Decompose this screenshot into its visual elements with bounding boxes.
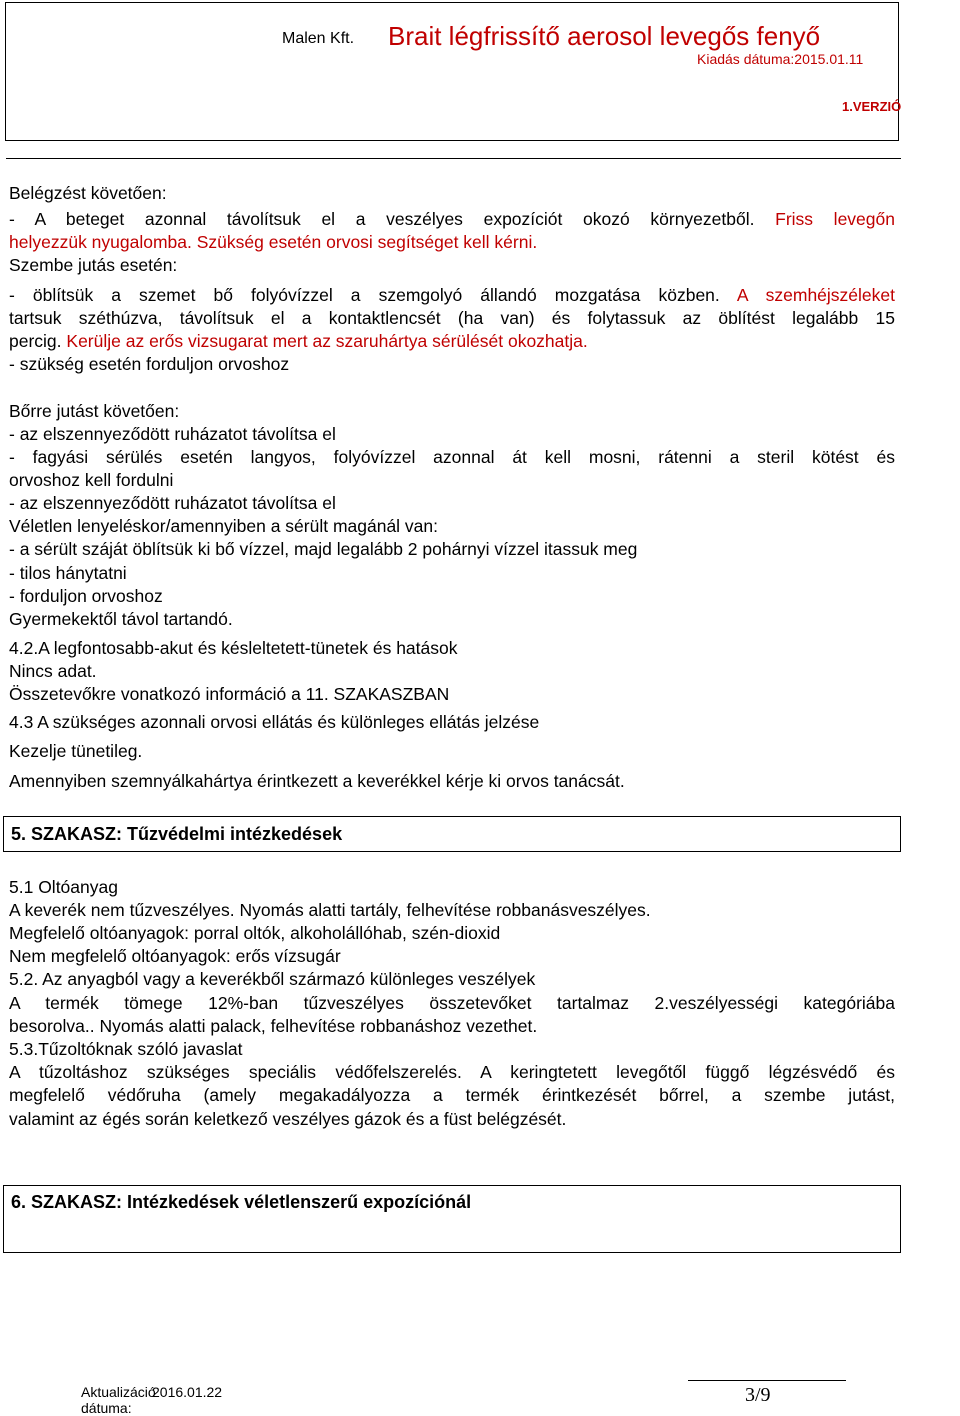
company-name: Malen Kft. xyxy=(282,30,355,47)
text-line: valamint az égés során keletkező veszélyes gázok és a füst belégzését. xyxy=(9,1109,567,1129)
text-line: Megfelelő oltóanyagok: porral oltók, alkoholállóhab, szén-dioxid xyxy=(9,923,501,943)
text-line: Összetevőkre vonatkozó információ a 11. SZAKASZBAN xyxy=(9,684,450,704)
text-line: 4.2.A legfontosabb-akut és késleltetett-tünetek és hatások xyxy=(9,638,458,658)
text-line: - tilos hánytatni xyxy=(9,563,127,583)
text-line: - fagyási sérülés esetén langyos, folyóvízzel azonnal át kell mosni, rátenni a steril kötést és xyxy=(9,447,895,467)
text-line: megfelelő védőruha (amely megakadályozza a termék érintkezését bőrrel, a szembe jutást, xyxy=(9,1085,895,1105)
text-line: 5.3.Tűzoltóknak szóló javaslat xyxy=(9,1039,243,1059)
text-line: - forduljon orvoshoz xyxy=(9,586,163,606)
text-line: Kezelje tünetileg. xyxy=(9,741,143,761)
section5-header xyxy=(3,816,901,852)
text-line: A keverék nem tűzveszélyes. Nyomás alatti tartály, felhevítése robbanásveszélyes. xyxy=(9,900,651,920)
highlighted-text: Friss levegőn xyxy=(775,209,895,229)
text-line: Bőrre jutást követően: xyxy=(9,401,180,421)
text-line: Gyermekektől távol tartandó. xyxy=(9,609,233,629)
text-line: 5.2. Az anyagból vagy a keverékből származó különleges veszélyek xyxy=(9,969,536,989)
footer-update-label-2: dátuma: xyxy=(81,1400,132,1416)
text-line: Belégzést követően: xyxy=(9,183,167,203)
issue-date: Kiadás dátuma:2015.01.11 xyxy=(697,51,864,67)
text-line: orvoshoz kell fordulni xyxy=(9,470,174,490)
text-line: percig. Kerülje az erős vizsugarat mert az szaruhártya sérülését okozhatja. xyxy=(9,331,588,351)
highlighted-text: Kerülje az erős vizsugarat mert az szaruhártya sérülését okozhatja. xyxy=(66,331,588,351)
text-line: helyezzük nyugalomba. Szükség esetén orvosi segítséget kell kérni. xyxy=(9,232,538,252)
version-label: 1.VERZIÓ xyxy=(842,99,902,114)
text-line: Nem megfelelő oltóanyagok: erős vízsugár xyxy=(9,946,341,966)
text-line: 4.3 A szükséges azonnali orvosi ellátás és különleges ellátás jelzése xyxy=(9,712,540,732)
text-line: - szükség esetén forduljon orvoshoz xyxy=(9,354,290,374)
document-title: Brait légfrissítő aerosol levegős fenyő xyxy=(388,21,821,51)
text-line: - az elszennyeződött ruházatot távolítsa el xyxy=(9,424,336,444)
page-number: 3/9 xyxy=(745,1384,771,1406)
text-line: - az elszennyeződött ruházatot távolítsa el xyxy=(9,493,336,513)
text-line: Szembe jutás esetén: xyxy=(9,255,178,275)
header-box xyxy=(5,2,902,141)
text-line: 5.1 Oltóanyag xyxy=(9,877,118,897)
text-line: A tűzoltáshoz szükséges speciális védőfelszerelés. A keringtetett levegőtől függő légzésvédő és xyxy=(9,1062,895,1082)
header-divider xyxy=(6,158,901,159)
text-line: tartsuk széthúzva, távolítsuk el a kontaktlencsét (ha van) és folytassuk az öblítést legalább 15 xyxy=(9,308,895,328)
footer-divider xyxy=(688,1380,846,1381)
text-line: - öblítsük a szemet bő folyóvízzel a szemgolyó állandó mozgatása közben. A szemhéjszéleket xyxy=(9,285,896,305)
section6-header xyxy=(3,1185,901,1253)
text-line: Nincs adat. xyxy=(9,661,97,681)
footer-update-date: 2016.01.22 xyxy=(152,1384,223,1400)
section6-title: 6. SZAKASZ: Intézkedések véletlenszerű expozíciónál xyxy=(11,1192,472,1212)
section5-title: 5. SZAKASZ: Tűzvédelmi intézkedések xyxy=(11,824,343,844)
text-line: besorolva.. Nyomás alatti palack, felhevítése robbanáshoz vezethet. xyxy=(9,1016,538,1036)
text-line: Véletlen lenyeléskor/amennyiben a sérült magánál van: xyxy=(9,516,439,536)
text-line: Amennyiben szemnyálkahártya érintkezett a keverékkel kérje ki orvos tanácsát. xyxy=(9,771,625,791)
footer-update-label: Aktualizáció xyxy=(81,1384,156,1400)
text-line: - A beteget azonnal távolítsuk el a veszélyes expozíciót okozó környezetből. Friss levegőn xyxy=(9,209,895,229)
text-line: A termék tömege 12%-ban tűzveszélyes összetevőket tartalmaz 2.veszélyességi kategóriába xyxy=(9,993,895,1013)
text-line: - a sérült száját öblítsük ki bő vízzel, majd legalább 2 pohárnyi vízzel itassuk meg xyxy=(9,539,638,559)
highlighted-text: A szemhéjszéleket xyxy=(736,285,896,305)
